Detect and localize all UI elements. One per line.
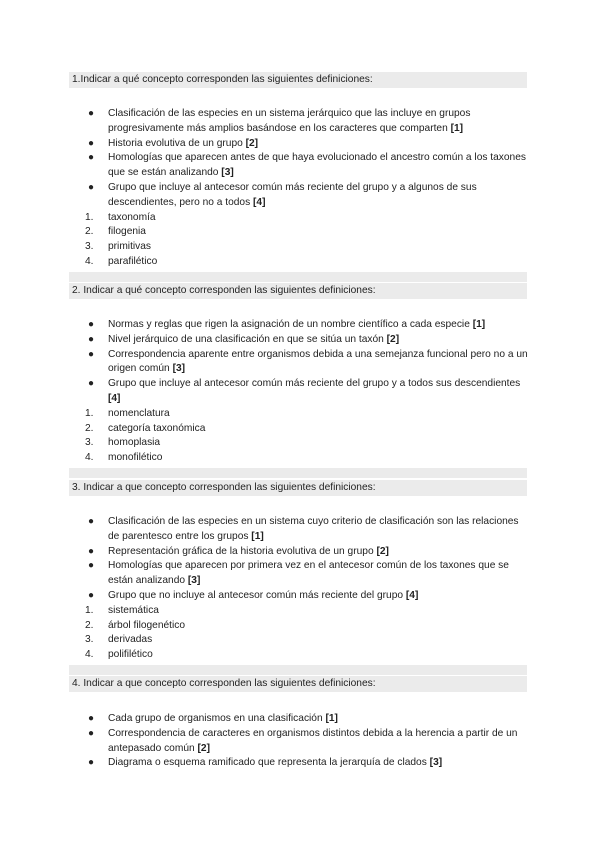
option-item: 1. nomenclatura bbox=[85, 407, 170, 419]
bullet-icon: ● bbox=[88, 378, 95, 390]
option-item: 2. árbol filogenético bbox=[85, 619, 186, 631]
question-1-list bbox=[69, 107, 529, 270]
question-4-title: 4. Indicar a que concepto corresponden las siguientes definiciones: bbox=[69, 676, 527, 692]
definition-tag: [1] bbox=[450, 122, 464, 134]
question-2-end-band bbox=[69, 468, 527, 478]
option-text: homoplasia bbox=[108, 437, 161, 449]
option-text: polifilético bbox=[108, 649, 153, 661]
definition-tag: [2] bbox=[245, 137, 259, 149]
question-1-end-band bbox=[69, 272, 527, 282]
definition-tag: [3] bbox=[429, 757, 443, 769]
question-1-title: 1.Indicar a qué concepto corresponden las siguientes definiciones: bbox=[69, 72, 527, 88]
definition-item bbox=[69, 712, 529, 727]
definition-tag: [2] bbox=[197, 742, 210, 754]
bullet-icon: ● bbox=[88, 713, 95, 724]
question-2-list bbox=[69, 318, 529, 466]
option-item: 1. taxonomía bbox=[85, 211, 156, 223]
bullet-icon: ● bbox=[88, 757, 95, 769]
definition-tag: [1] bbox=[325, 713, 338, 724]
question-3-list bbox=[69, 515, 529, 663]
definition-item bbox=[69, 727, 529, 757]
definition-text: Grupo que no incluye al antecesor común más reciente del grupo bbox=[108, 589, 404, 601]
bullet-icon: ● bbox=[88, 589, 95, 601]
definition-text: Representación gráfica de la historia evolutiva de un grupo bbox=[108, 545, 374, 557]
option-text: monofilético bbox=[108, 452, 163, 464]
definition-tag: [1] bbox=[251, 530, 264, 542]
option-text: derivadas bbox=[108, 634, 153, 646]
option-text: categoría taxonómica bbox=[108, 422, 206, 434]
definition-tag: [3] bbox=[187, 575, 201, 587]
bullet-icon: ● bbox=[88, 545, 95, 557]
option-item: 3. primitivas bbox=[85, 241, 152, 253]
definition-tag: [3] bbox=[221, 167, 234, 179]
definition-item bbox=[69, 107, 529, 137]
option-item: 2. filogenia bbox=[85, 226, 146, 238]
option-text: filogenia bbox=[108, 226, 146, 238]
option-item: 4. parafilético bbox=[85, 255, 158, 267]
definition-text: Nivel jerárquico de una clasificación en que se sitúa un taxón bbox=[108, 333, 384, 345]
definition-item bbox=[69, 181, 529, 211]
bullet-icon: ● bbox=[88, 727, 95, 739]
definition-item bbox=[69, 348, 529, 378]
definition-text: Diagrama o esquema ramificado que representa la jerarquía de clados bbox=[108, 757, 427, 769]
definition-text: Clasificación de las especies en un sistema cuyo criterio de clasificación son las relaciones de parentesco entre los grupos bbox=[108, 516, 519, 542]
definition-item bbox=[69, 318, 529, 333]
definition-item bbox=[69, 137, 529, 152]
definition-text: Grupo que incluye al antecesor común más reciente del grupo y a todos sus descendientes bbox=[108, 378, 521, 390]
definition-item bbox=[69, 545, 529, 560]
bullet-icon: ● bbox=[88, 333, 95, 345]
option-item: 4. monofilético bbox=[85, 452, 163, 464]
definition-text: Correspondencia aparente entre organismos debida a una semejanza funcional pero no a un origen común bbox=[108, 348, 528, 375]
bullet-icon: ● bbox=[88, 181, 95, 193]
bullet-icon: ● bbox=[88, 560, 95, 572]
definition-text: Historia evolutiva de un grupo bbox=[108, 137, 243, 149]
bullet-icon: ● bbox=[88, 348, 95, 360]
option-text: árbol filogenético bbox=[108, 619, 186, 631]
definition-text: Clasificación de las especies en un sistema jerárquico que las incluye en grupos progresivamente más amplios basándose en los caracteres que comparten bbox=[108, 108, 471, 134]
question-3-title: 3. Indicar a que concepto corresponden las siguientes definiciones: bbox=[69, 480, 527, 496]
question-2-title: 2. Indicar a qué concepto corresponden las siguientes definiciones: bbox=[69, 283, 527, 299]
question-3-end-band bbox=[69, 665, 527, 675]
definition-item bbox=[69, 151, 529, 181]
definition-item bbox=[69, 756, 529, 771]
definition-text: Grupo que incluye al antecesor común más reciente del grupo y a algunos de sus descendientes, pero no a todos bbox=[108, 181, 477, 208]
definition-tag: [2] bbox=[376, 545, 389, 557]
definition-item bbox=[69, 377, 529, 407]
definition-tag: [4] bbox=[253, 196, 266, 208]
definition-text: Normas y reglas que rigen la asignación de un nombre científico a cada especie bbox=[108, 319, 470, 330]
option-item: 2. categoría taxonómica bbox=[85, 422, 206, 434]
definition-tag: [4] bbox=[108, 392, 121, 404]
bullet-icon: ● bbox=[88, 152, 95, 164]
definition-text: Correspondencia de caracteres en organismos distintos debida a la herencia a partir de un antepasado común bbox=[108, 727, 518, 754]
definition-tag: [2] bbox=[386, 333, 400, 345]
bullet-icon: ● bbox=[88, 108, 95, 119]
definition-item bbox=[69, 333, 529, 348]
option-text: parafilético bbox=[108, 255, 158, 267]
option-text: primitivas bbox=[108, 241, 152, 253]
definition-text: Homologías que aparecen por primera vez en el antecesor común de los taxones que se están analizando bbox=[108, 560, 509, 587]
definition-tag: [3] bbox=[172, 363, 186, 375]
definition-text: Cada grupo de organismos en una clasificación bbox=[108, 713, 323, 724]
option-text: nomenclatura bbox=[108, 407, 170, 419]
bullet-icon: ● bbox=[88, 137, 95, 149]
definition-item bbox=[69, 559, 529, 589]
option-item: 3. homoplasia bbox=[85, 437, 161, 449]
option-item: 1. sistemática bbox=[85, 604, 159, 616]
definition-text: Homologías que aparecen antes de que haya evolucionado el ancestro común a los taxones que se están analizando bbox=[108, 152, 526, 179]
question-4-list bbox=[69, 712, 529, 771]
option-item: 4. polifilético bbox=[85, 649, 153, 661]
bullet-icon: ● bbox=[88, 516, 95, 527]
option-text: sistemática bbox=[108, 604, 159, 616]
definition-tag: [1] bbox=[472, 319, 486, 330]
definition-item bbox=[69, 589, 529, 604]
bullet-icon: ● bbox=[88, 319, 95, 330]
option-text: taxonomía bbox=[108, 211, 156, 223]
definition-item bbox=[69, 515, 529, 545]
option-item: 3. derivadas bbox=[85, 634, 153, 646]
definition-tag: [4] bbox=[405, 589, 419, 601]
